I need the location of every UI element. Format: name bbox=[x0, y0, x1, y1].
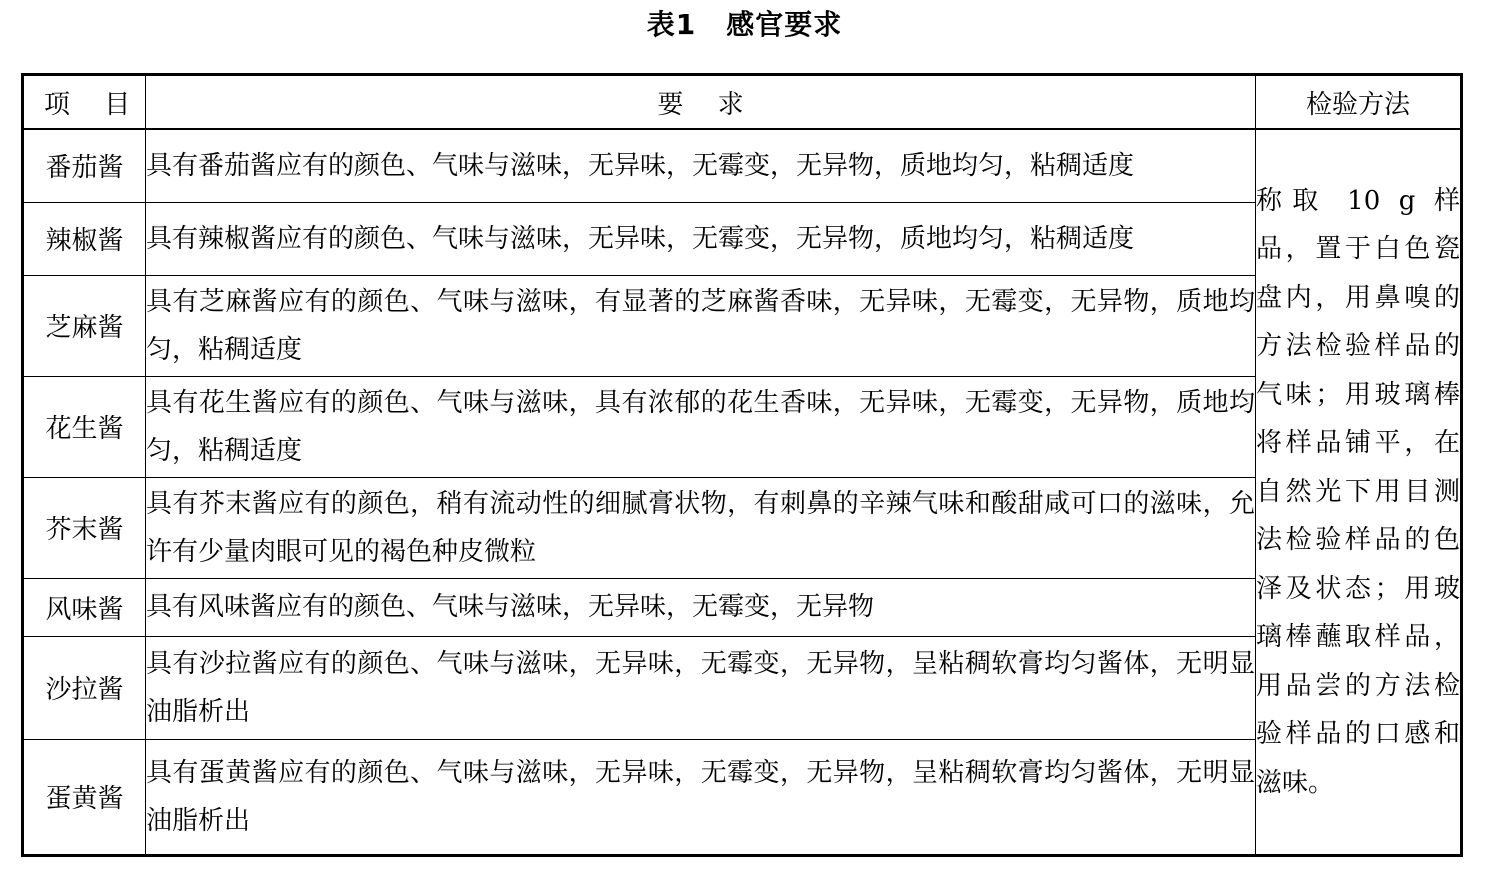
row-item: 沙拉酱 bbox=[23, 636, 146, 739]
sensory-requirements-table bbox=[21, 73, 1463, 857]
row-requirement: 具有辣椒酱应有的颜色、气味与滋味，无异味，无霉变，无异物，质地均匀，粘稠适度 bbox=[146, 202, 1256, 275]
table-title bbox=[0, 0, 1489, 50]
row-requirement: 具有芥末酱应有的颜色，稍有流动性的细腻膏状物，有刺鼻的辛辣气味和酸甜咸可口的滋味，允许有少量肉眼可见的褐色种皮微粒 bbox=[146, 477, 1256, 578]
row-requirement: 具有番茄酱应有的颜色、气味与滋味，无异味，无霉变，无异物，质地均匀，粘稠适度 bbox=[146, 129, 1256, 202]
header-requirement: 要 求 bbox=[146, 75, 1256, 130]
table-row bbox=[23, 202, 1462, 275]
row-item: 蛋黄酱 bbox=[23, 739, 146, 855]
row-requirement: 具有芝麻酱应有的颜色、气味与滋味，有显著的芝麻酱香味，无异味，无霉变，无异物，质地均匀，粘稠适度 bbox=[146, 275, 1256, 376]
row-item: 花生酱 bbox=[23, 376, 146, 477]
header-method: 检验方法 bbox=[1256, 75, 1462, 130]
table-row bbox=[23, 636, 1462, 739]
table-row bbox=[23, 129, 1462, 202]
header-item: 项 目 bbox=[23, 75, 146, 130]
row-item: 风味酱 bbox=[23, 578, 146, 636]
inspection-method: 称取 10 g 样品，置于白色瓷盘内，用鼻嗅的方法检验样品的气味；用玻璃棒将样品铺平，在自然光下用目测法检验样品的色泽及状态；用玻璃棒蘸取样品，用品尝的方法检验样品的口感和滋味。 bbox=[1256, 129, 1462, 856]
table-row bbox=[23, 376, 1462, 477]
table-row bbox=[23, 477, 1462, 578]
row-requirement: 具有花生酱应有的颜色、气味与滋味，具有浓郁的花生香味，无异味，无霉变，无异物，质地均匀，粘稠适度 bbox=[146, 376, 1256, 477]
row-item: 芥末酱 bbox=[23, 477, 146, 578]
row-item: 芝麻酱 bbox=[23, 275, 146, 376]
row-requirement: 具有风味酱应有的颜色、气味与滋味，无异味，无霉变，无异物 bbox=[146, 578, 1256, 636]
row-requirement: 具有蛋黄酱应有的颜色、气味与滋味，无异味，无霉变，无异物，呈粘稠软膏均匀酱体，无明显油脂析出 bbox=[146, 739, 1256, 855]
header-row bbox=[23, 75, 1462, 130]
table-row bbox=[23, 739, 1462, 855]
table-row bbox=[23, 578, 1462, 636]
row-requirement: 具有沙拉酱应有的颜色、气味与滋味，无异味，无霉变，无异物，呈粘稠软膏均匀酱体，无明显油脂析出 bbox=[146, 636, 1256, 739]
row-item: 番茄酱 bbox=[23, 129, 146, 202]
table-row bbox=[23, 275, 1462, 376]
row-item: 辣椒酱 bbox=[23, 202, 146, 275]
table-caption: 感官要求 bbox=[726, 8, 843, 41]
table-number: 表1 bbox=[646, 8, 697, 41]
